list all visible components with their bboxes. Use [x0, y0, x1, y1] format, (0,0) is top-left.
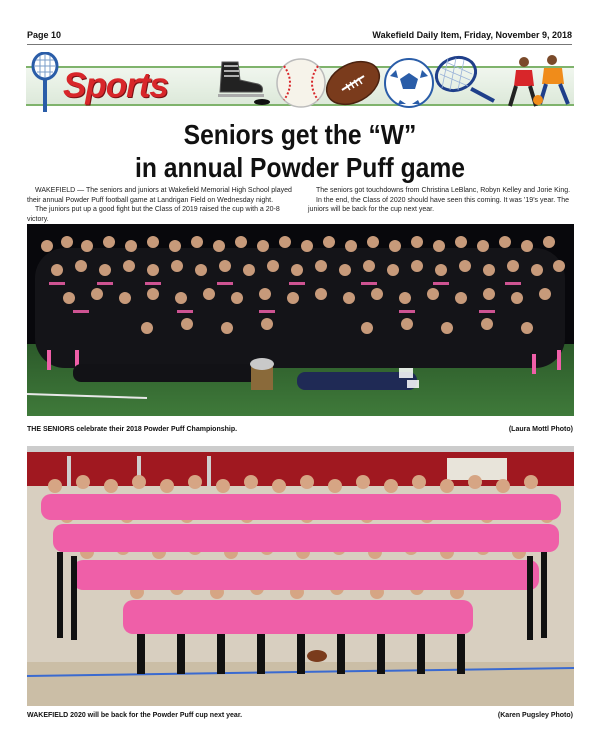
section-title: Sports [63, 66, 168, 105]
soccer-ball-icon [382, 56, 436, 110]
seniors-team-photo [27, 224, 574, 416]
article-column-2 [308, 186, 574, 215]
folio-rule [27, 44, 572, 45]
paragraph: WAKEFIELD — The seniors and juniors at Wakefield Memorial High School played their annual Powder Puff football game at Landrigan Field on Wednesday night. [27, 187, 292, 204]
headline-line-2: in annual Powder Puff game [135, 152, 465, 183]
football-icon [322, 54, 384, 112]
hockey-skate-icon [214, 58, 272, 106]
juniors-team-photo [27, 446, 574, 706]
page-folio [27, 30, 572, 42]
paragraph: In the end, the Class of 2020 should have seen this coming. It was ’19’s year. The juniors will be back for the cup next year. [308, 196, 570, 214]
sports-banner [26, 52, 574, 116]
tennis-racket-icon [432, 54, 502, 112]
paragraph: The seniors got touchdowns from Christina LeBlanc, Robyn Kelley and Jorie King. [316, 187, 571, 194]
baseball-icon [274, 56, 328, 110]
lacrosse-stick-icon [28, 52, 62, 114]
athletes-icon [504, 52, 574, 114]
photo-caption: THE SENIORS celebrate their 2018 Powder Puff Championship. [27, 426, 238, 433]
photo-credit: (Karen Pugsley Photo) [497, 712, 573, 719]
article-column-1 [27, 186, 293, 224]
photo-credit: (Laura Mottl Photo) [508, 426, 573, 433]
paragraph: The juniors put up a good fight but the Class of 2019 raised the cup with a 20-8 victory. [27, 206, 280, 223]
photo-caption: WAKEFIELD 2020 will be back for the Powder Puff cup next year. [27, 712, 243, 719]
page-number: Page 10 [27, 30, 62, 40]
headline-line-1: Seniors get the “W” [183, 119, 417, 150]
dateline: Wakefield Daily Item, Friday, November 9, 2018 [372, 30, 572, 40]
